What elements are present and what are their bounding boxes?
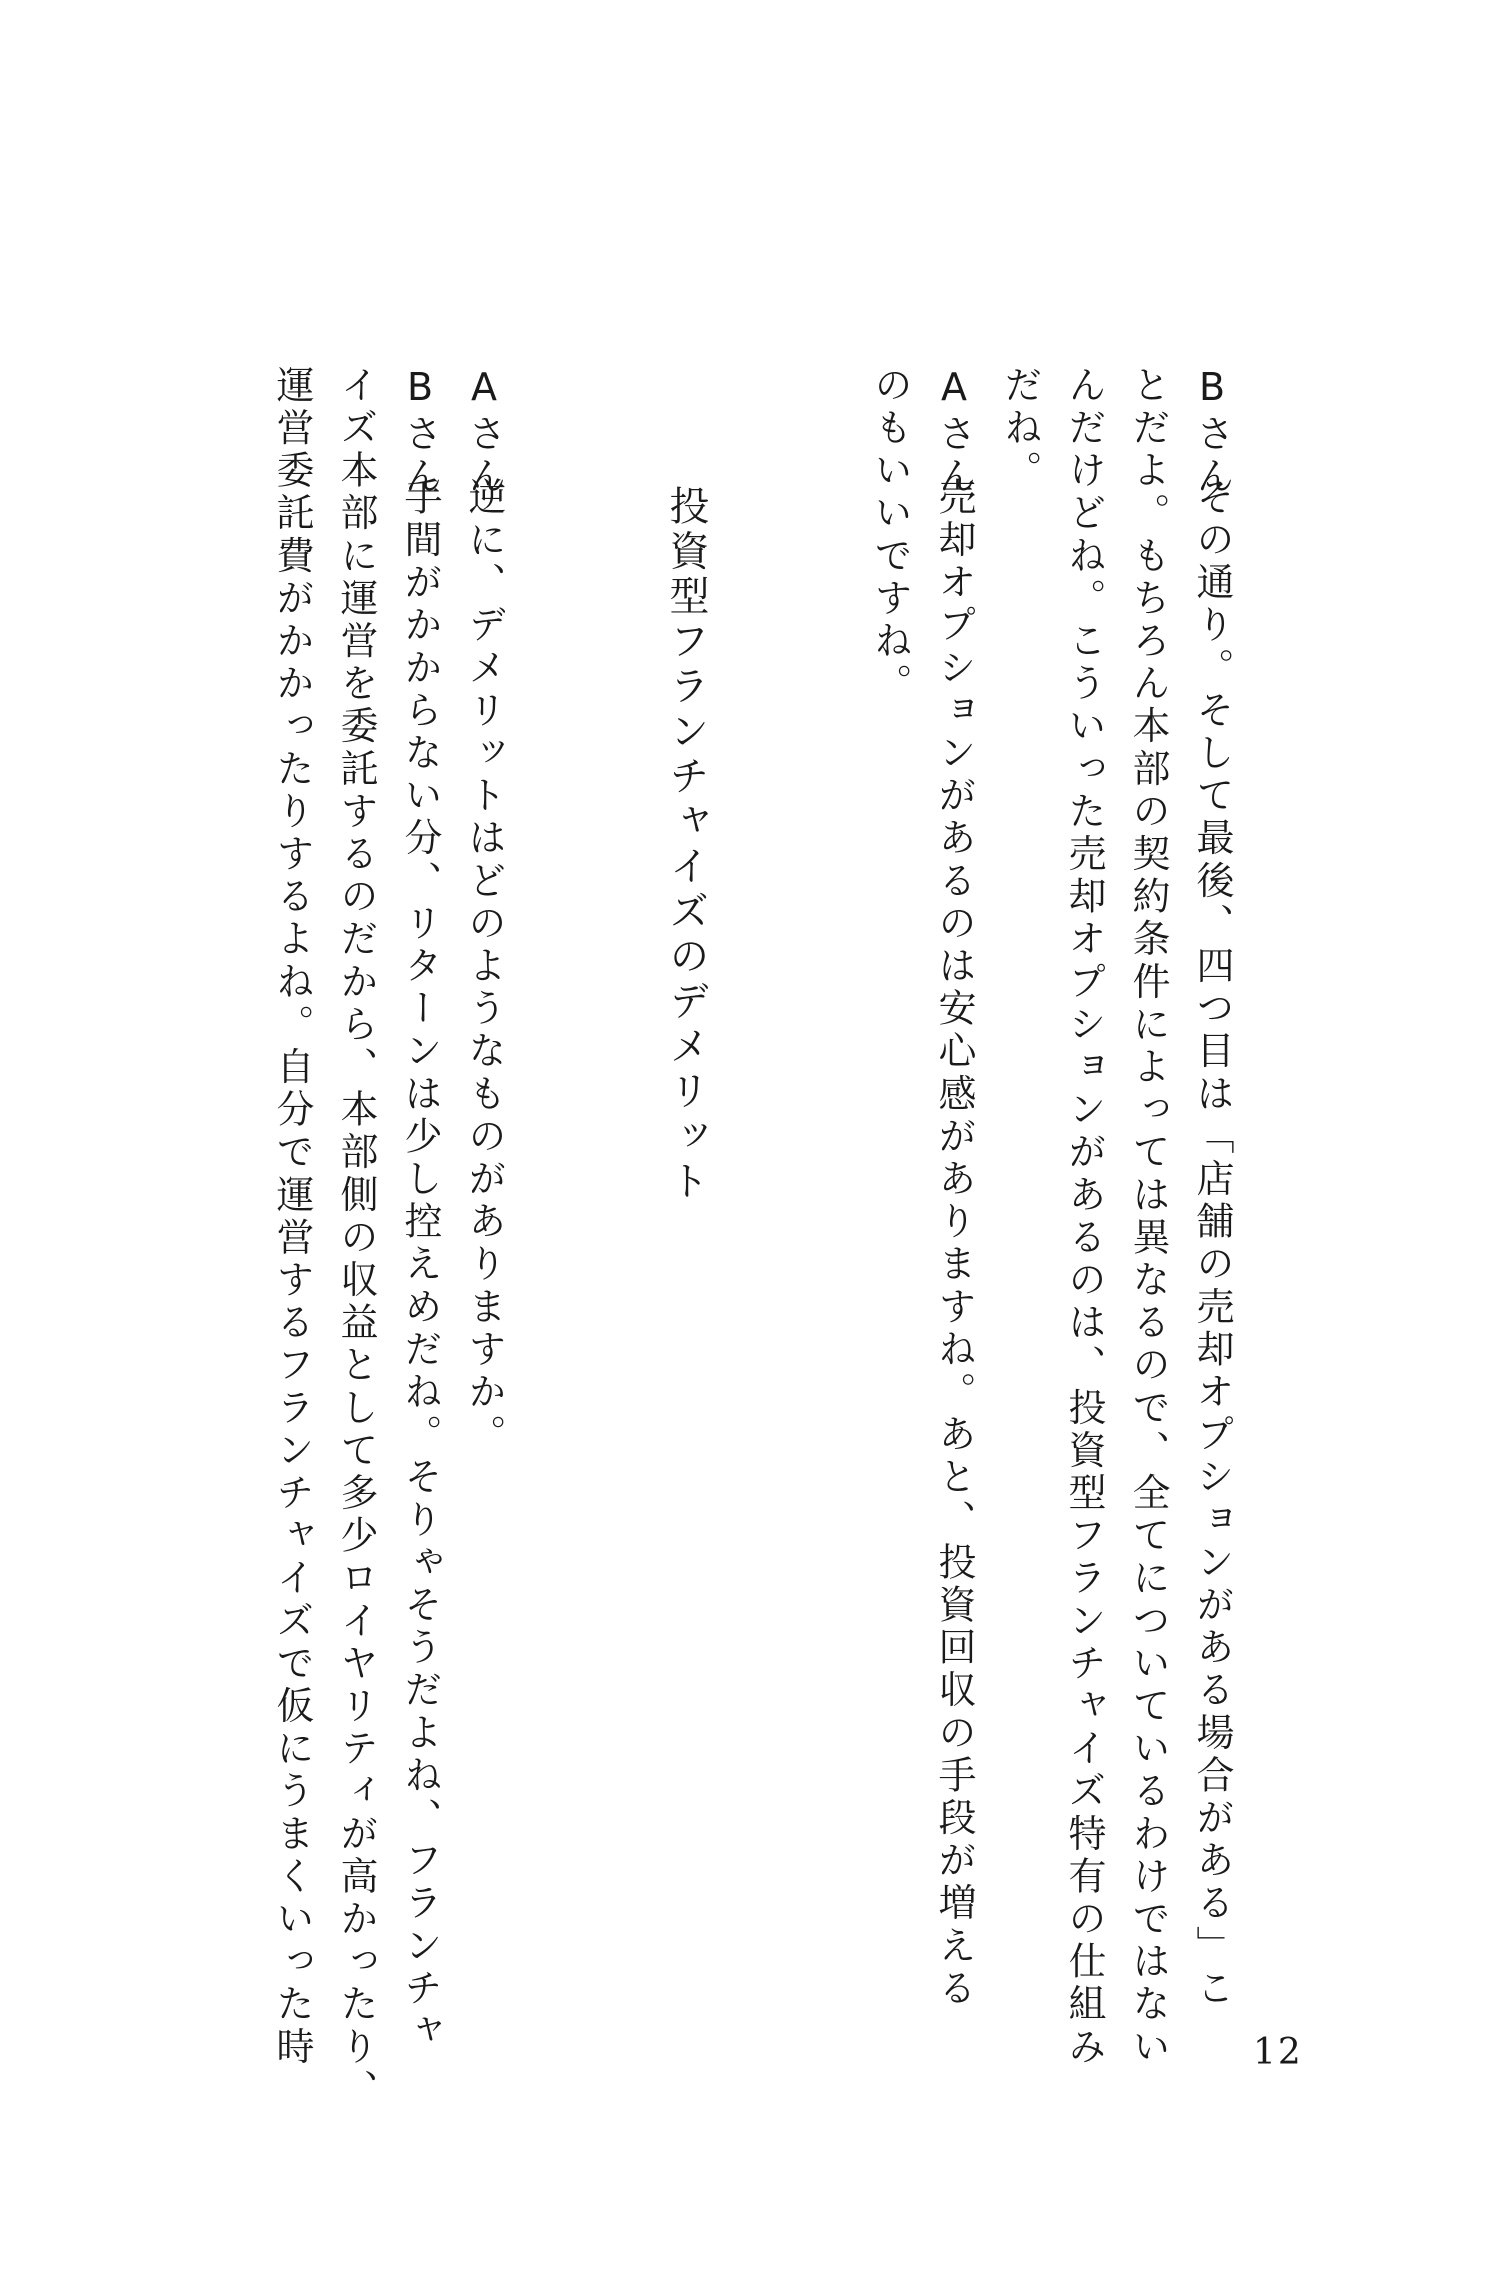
dialogue-b1-line-4 bbox=[992, 365, 1048, 493]
speaker-label-b: Bさん bbox=[1190, 365, 1234, 499]
dialogue-text: だね。 bbox=[998, 365, 1042, 493]
dialogue-text: 手間がかからない分、リターンは少し控えめだね。そりゃそうだよね、フランチャ bbox=[398, 477, 442, 2054]
dialogue-b1-line-3 bbox=[1056, 365, 1112, 2069]
dialogue-text: イズ本部に運営を委託するのだから、本部側の収益として多少ロイヤリティが高かったり、 bbox=[334, 365, 378, 2112]
dialogue-text: んだけどね。こういった売却オプションがあるのは、投資型フランチャイズ特有の仕組み bbox=[1062, 365, 1106, 2069]
speaker-label-b: Bさん bbox=[398, 365, 442, 499]
speaker-label-a: Aさん bbox=[462, 365, 506, 499]
dialogue-b1-line-1 bbox=[1184, 365, 1240, 2011]
dialogue-b2-line-1 bbox=[392, 365, 448, 2053]
speaker-label-a: Aさん bbox=[932, 365, 976, 499]
dialogue-text: その通り。そして最後、四つ目は「店舗の売却オプションがある場合がある」こ bbox=[1190, 477, 1234, 2011]
dialogue-text: 運営委託費がかかったりするよね。自分で運営するフランチャイズで仮にうまくいった時 bbox=[270, 365, 314, 2069]
page-number: 12 bbox=[1253, 2032, 1303, 2073]
dialogue-a2-line-1 bbox=[456, 365, 512, 1457]
dialogue-text: のもいいですね。 bbox=[868, 365, 912, 706]
dialogue-a1-line-2 bbox=[862, 365, 918, 706]
section-heading: 投資型フランチャイズのデメリット bbox=[663, 485, 709, 1205]
dialogue-text: とだよ。もちろん本部の契約条件によっては異なるので、全てについているわけではない bbox=[1126, 365, 1170, 2069]
dialogue-a1-line-1 bbox=[926, 365, 982, 2011]
dialogue-text: 逆に、デメリットはどのようなものがありますか。 bbox=[462, 477, 506, 1457]
dialogue-text: 売却オプションがあるのは安心感がありますね。あと、投資回収の手段が増える bbox=[932, 477, 976, 2011]
dialogue-b1-line-2 bbox=[1120, 365, 1176, 2069]
dialogue-b2-line-3 bbox=[264, 365, 320, 2069]
dialogue-b2-line-2 bbox=[328, 365, 384, 2112]
